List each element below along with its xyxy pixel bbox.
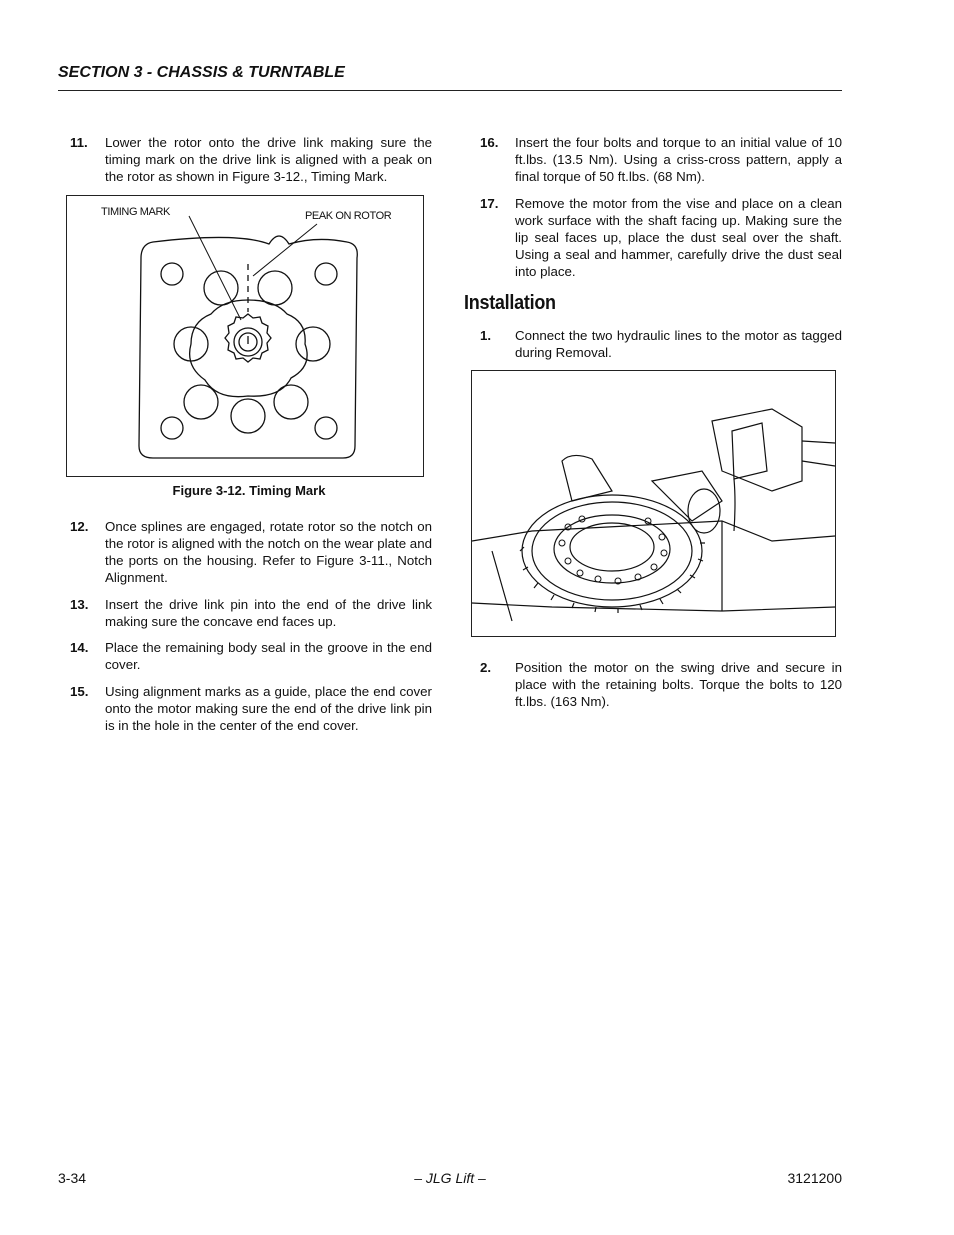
step-number: 11. (70, 135, 88, 150)
footer-brand: – JLG Lift – (414, 1170, 486, 1186)
right-column (464, 134, 842, 720)
install-step-2 (464, 659, 842, 710)
step-text: Insert the four bolts and torque to an initial value of 10 ft.lbs. (13.5 Nm). Using a criss-cross pattern, apply a final torque of 50 ft.lbs. (68 Nm). (515, 135, 842, 184)
left-column (54, 134, 432, 743)
document-number: 3121200 (787, 1170, 842, 1186)
step-16 (464, 134, 842, 185)
step-12 (54, 518, 432, 586)
installation-heading: Installation (464, 291, 556, 314)
section-header (58, 64, 842, 91)
section-title: SECTION 3 - CHASSIS & TURNTABLE (58, 64, 345, 81)
swing-drive-illustration (471, 370, 836, 637)
rotor-diagram (67, 196, 423, 476)
step-17 (464, 195, 842, 280)
step-number: 16. (480, 135, 499, 150)
figure-caption: Figure 3-12. Timing Mark (172, 483, 326, 498)
timing-mark-figure (66, 195, 424, 477)
step-number: 14. (70, 640, 89, 655)
step-11 (54, 134, 432, 185)
step-text: Remove the motor from the vise and place on a clean work surface with the shaft facing up. Making sure the lip seal faces up, place the dust seal over the shaft. Using a seal and hammer, carefully drive the dust seal into place. (515, 195, 842, 279)
step-13 (54, 596, 432, 630)
step-number: 13. (70, 596, 89, 612)
step-number: 12. (70, 519, 89, 534)
step-text: Insert the drive link pin into the end of the drive link making sure the concave end faces up. (105, 596, 432, 629)
install-step-1 (464, 327, 842, 361)
step-text: Using alignment marks as a guide, place the end cover onto the motor making sure the end of the drive link pin is in the hole in the center of the end cover. (105, 683, 432, 733)
page-number: 3-34 (58, 1170, 87, 1186)
step-14 (54, 639, 432, 673)
step-number: 17. (480, 195, 499, 211)
step-text: Place the remaining body seal in the groove in the end cover. (105, 640, 432, 672)
step-text: Lower the rotor onto the drive link making sure the timing mark on the drive link is aligned with a peak on the rotor as shown in Figure 3-12., Timing Mark. (105, 135, 432, 184)
step-text: Connect the two hydraulic lines to the motor as tagged during Removal. (515, 327, 842, 360)
step-text: Position the motor on the swing drive and secure in place with the retaining bolts. Torque the bolts to 120 ft.lbs. (163 Nm). (515, 660, 842, 709)
swing-drive-drawing (472, 371, 835, 636)
step-number: 2. (480, 660, 492, 675)
step-text: Once splines are engaged, rotate rotor so the notch on the rotor is aligned with the notch on the wear plate and the ports on the housing. Refer to Figure 3-11., Notch Alignment. (105, 519, 432, 585)
step-15 (54, 683, 432, 734)
peak-on-rotor-label: PEAK ON ROTOR (305, 210, 392, 222)
step-number: 15. (70, 683, 89, 699)
step-number: 1. (480, 327, 492, 343)
timing-mark-label: TIMING MARK (101, 206, 170, 218)
